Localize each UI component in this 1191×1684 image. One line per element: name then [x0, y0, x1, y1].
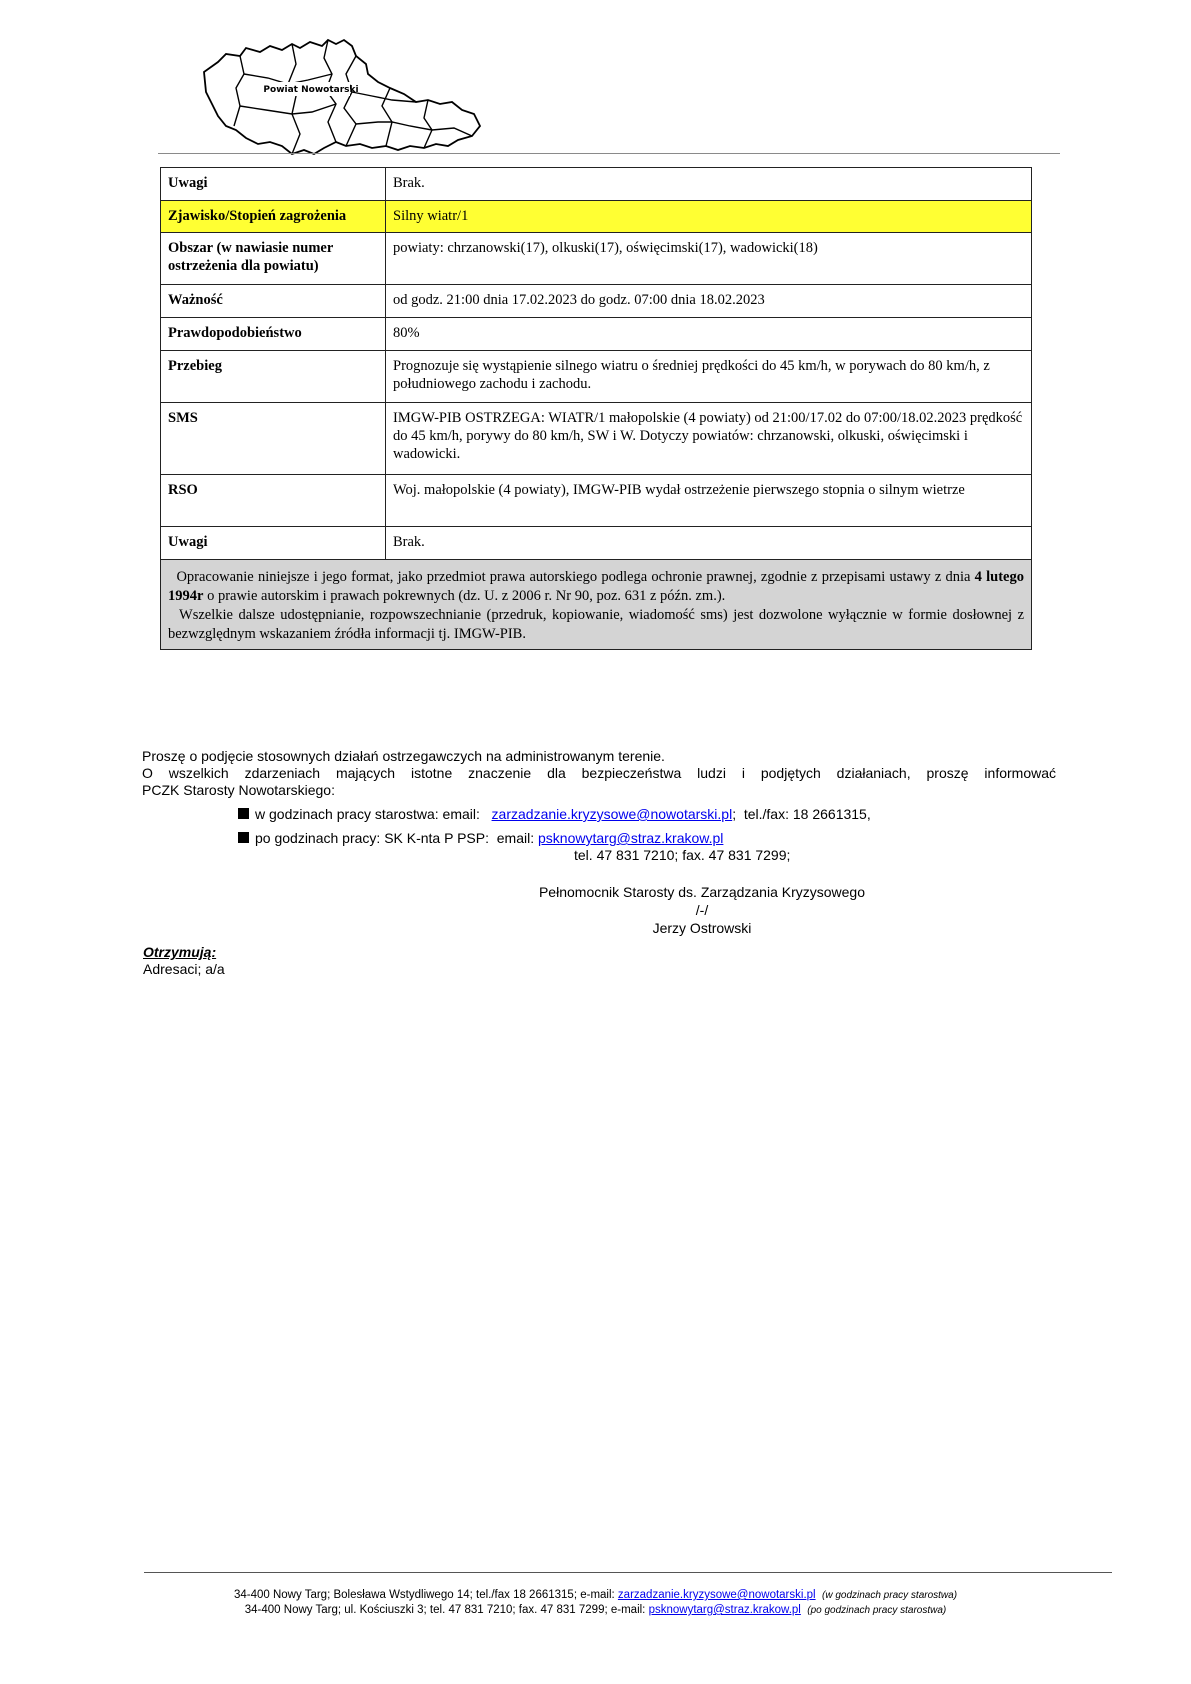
- bullet-after-hours: [238, 830, 723, 847]
- copyright-text-b: o prawie autorskim i prawach pokrewnych (dz. U. z 2006 r. Nr 90, poz. 631 z późn. zm.).: [203, 588, 726, 604]
- copyright-row: [161, 560, 1032, 650]
- footer2-text: 34-400 Nowy Targ; ul. Kościuszki 3; tel. 47 831 7210; fax. 47 831 7299; e-mail:: [244, 1604, 649, 1616]
- footer1-email-link[interactable]: zarzadzanie.kryzysowe@nowotarski.pl: [617, 1589, 816, 1601]
- bullet2-phone: tel. 47 831 7210; fax. 47 831 7299;: [574, 847, 791, 863]
- table-row: [161, 201, 1032, 233]
- footer1-text: 34-400 Nowy Targ; Bolesława Wstydliwego 14; tel./fax 18 2661315; e-mail:: [233, 1589, 618, 1601]
- copyright-notice: [161, 560, 1032, 650]
- body-line-2b: PCZK Starosty Nowotarskiego:: [142, 782, 335, 798]
- table-row: [161, 233, 1032, 285]
- recipients-text: Adresaci; a/a: [143, 961, 225, 977]
- copyright-text-c: Wszelkie dalsze udostępnianie, rozpowszechnianie (przedruk, kopiowanie, wiadomość sms) jest dozwolone wyłącznie w formie dosłownej z bezwzględnym wskazaniem źródła informacji tj. IMGW-PIB.: [168, 607, 1025, 642]
- bullet1-prefix: w godzinach pracy starostwa: email:: [255, 806, 492, 822]
- footer1-note: (w godzinach pracy starostwa): [821, 1590, 958, 1601]
- footer2-email-link[interactable]: psknowytarg@straz.krakow.pl: [648, 1604, 801, 1616]
- bullet-square-icon: [238, 832, 249, 843]
- footer-divider: [144, 1572, 1112, 1573]
- footer-line-1: [0, 1588, 1191, 1603]
- row-label: SMS: [161, 403, 386, 475]
- table-row: [161, 285, 1032, 318]
- powiat-logo: [196, 34, 486, 156]
- header-divider: [158, 153, 1060, 154]
- row-value: 80%: [386, 318, 1032, 351]
- row-label: Przebieg: [161, 351, 386, 403]
- body-line-2a: O wszelkich zdarzeniach mających istotne znaczenie dla bezpieczeństwa ludzi i podjętych działaniach, proszę informować: [142, 765, 1056, 781]
- signature-name: Jerzy Ostrowski: [652, 920, 752, 936]
- row-value: Brak.: [386, 527, 1032, 560]
- email-link-psp[interactable]: psknowytarg@straz.krakow.pl: [538, 830, 724, 846]
- copyright-text-a: Opracowanie niniejsze i jego format, jako przedmiot prawa autorskiego podlega ochronie prawnej, zgodnie z przepisami ustawy z dnia: [176, 569, 975, 585]
- recipients: [143, 944, 225, 978]
- bullet-working-hours: [238, 806, 871, 823]
- logo-text: Powiat Nowotarski: [263, 85, 359, 95]
- table-row: [161, 527, 1032, 560]
- table-row: [161, 318, 1032, 351]
- row-label: Uwagi: [161, 527, 386, 560]
- row-value: od godz. 21:00 dnia 17.02.2023 do godz. 07:00 dnia 18.02.2023: [386, 285, 1032, 318]
- county-map-icon: [196, 34, 486, 156]
- warning-table: [160, 167, 1032, 650]
- row-value: powiaty: chrzanowski(17), olkuski(17), oświęcimski(17), wadowicki(18): [386, 233, 1032, 285]
- body-line-1: Proszę o podjęcie stosownych działań ostrzegawczych na administrowanym terenie.: [142, 748, 665, 764]
- body-paragraph: [142, 748, 1056, 799]
- signature-title: Pełnomocnik Starosty ds. Zarządzania Kryzysowego: [538, 884, 866, 900]
- footer2-note: (po godzinach pracy starostwa): [807, 1605, 947, 1616]
- copyright-date: 4 lutego 1994r: [168, 569, 1024, 604]
- table-row: [161, 403, 1032, 475]
- row-value: Prognozuje się wystąpienie silnego wiatru o średniej prędkości do 45 km/h, w porywach do 80 km/h, z południowego zachodu i zachodu.: [386, 351, 1032, 403]
- bullet-square-icon: [238, 808, 249, 819]
- row-label: Uwagi: [161, 168, 386, 201]
- row-label: Prawdopodobieństwo: [161, 318, 386, 351]
- row-label: Zjawisko/Stopień zagrożenia: [161, 201, 386, 233]
- footer-line-2: [0, 1603, 1191, 1618]
- row-value: Brak.: [386, 168, 1032, 201]
- row-label: RSO: [161, 475, 386, 527]
- table-row: [161, 351, 1032, 403]
- row-label: Obszar (w nawiasie numer ostrzeżenia dla powiatu): [161, 233, 386, 285]
- bullet1-suffix: ; tel./fax: 18 2661315,: [732, 806, 871, 822]
- row-label: Ważność: [161, 285, 386, 318]
- row-value: Silny wiatr/1: [386, 201, 1032, 233]
- bullet2-prefix: po godzinach pracy: SK K-nta P PSP: email:: [255, 830, 539, 846]
- recipients-heading: Otrzymują:: [143, 944, 217, 960]
- signature-mark: /-/: [695, 902, 709, 918]
- table-row: [161, 168, 1032, 201]
- email-link-office[interactable]: zarzadzanie.kryzysowe@nowotarski.pl: [491, 806, 733, 822]
- row-value: Woj. małopolskie (4 powiaty), IMGW-PIB wydał ostrzeżenie pierwszego stopnia o silnym wietrze: [386, 475, 1032, 527]
- row-value: IMGW-PIB OSTRZEGA: WIATR/1 małopolskie (4 powiaty) od 21:00/17.02 do 07:00/18.02.2023 prędkość do 45 km/h, porywy do 80 km/h, SW i W. Dotyczy powiatów: chrzanowski, olkuski, oświęcimski i wadowicki.: [386, 403, 1032, 475]
- table-row: [161, 475, 1032, 527]
